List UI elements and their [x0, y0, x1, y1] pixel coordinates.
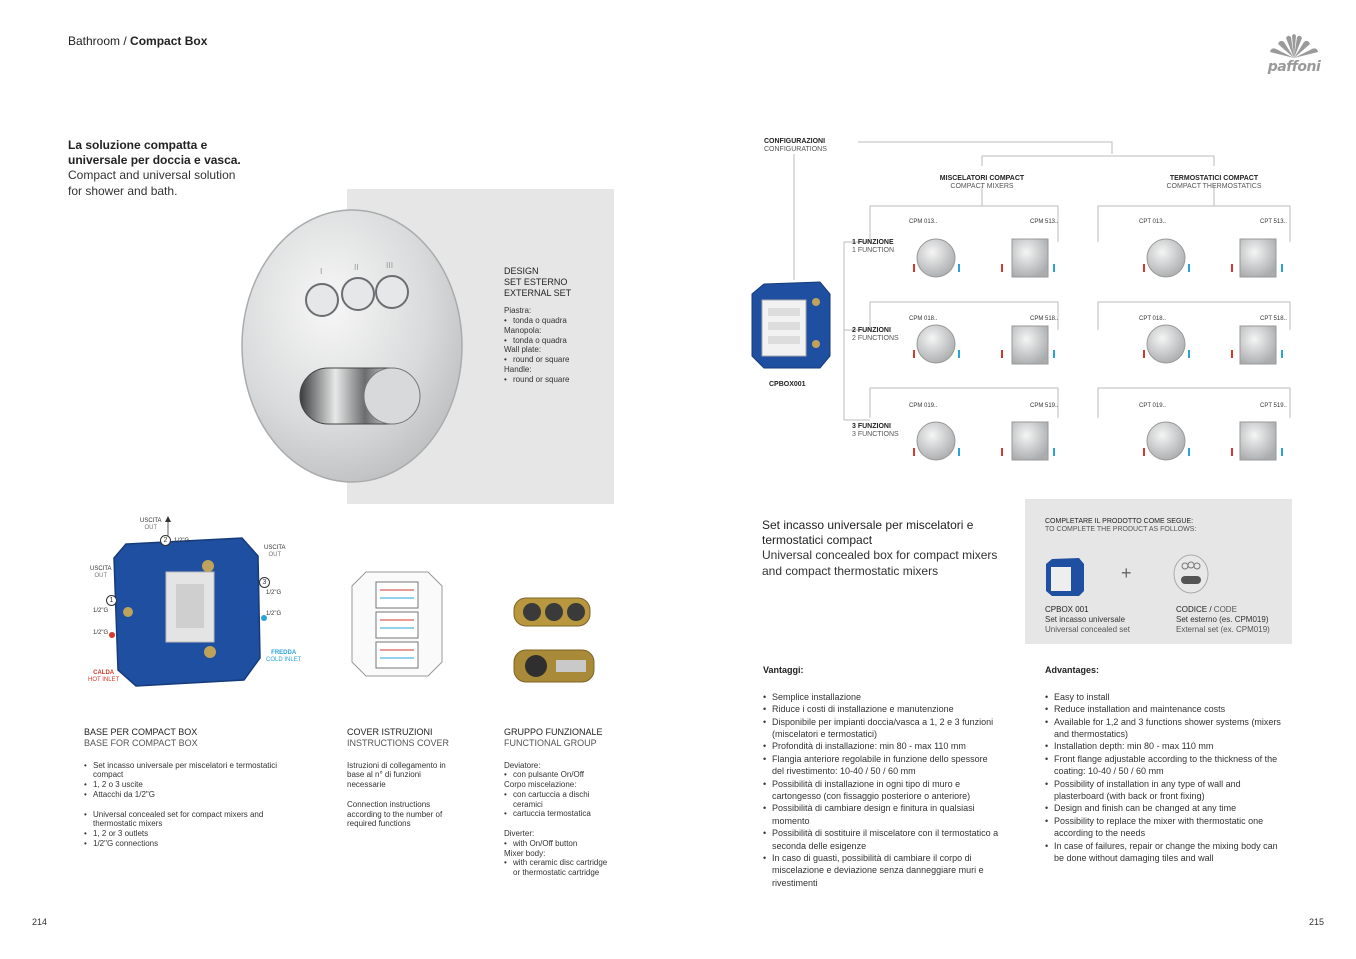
svg-text:III: III: [386, 261, 394, 270]
advantages-en: [1045, 665, 1281, 864]
outlet-1-label: [90, 566, 112, 580]
code-cpt-518: CPT 518..: [1260, 316, 1287, 322]
functional-column: [504, 727, 616, 878]
plate-it-option: • tonda o quadra: [504, 316, 604, 326]
list-item: • Profondità di installazione: min 80 - max 110 mm: [763, 740, 999, 752]
plate-it-label: Piastra:: [504, 306, 532, 316]
outlet-1-en: OUT: [94, 573, 108, 580]
functional-title-it: GRUPPO FUNZIONALE: [504, 727, 603, 737]
list-item: • Front flange adjustable according to the thickness of the coating: 10-40 / 50 / 60 mm: [1045, 753, 1281, 778]
list-item: • Possibility to replace the mixer with thermostatic one according to the needs: [1045, 815, 1281, 840]
cover-title-en: INSTRUCTIONS COVER: [347, 737, 450, 748]
list-item: • with ceramic disc cartridge or thermostatic cartridge: [504, 858, 616, 878]
plus-sign: +: [1121, 563, 1132, 583]
page-number-left: 214: [32, 917, 48, 927]
cold-it: FREDDA: [271, 650, 297, 656]
complete-item-1: [1045, 605, 1130, 634]
cpbox-small-image: [1045, 557, 1085, 597]
list-item: • Riduce i costi di installazione e manutenzione: [763, 703, 999, 715]
code-cpt-519: CPT 519..: [1260, 403, 1287, 409]
list-item: • Possibilità di installazione in ogni tipo di muro e cartongesso (con fissaggio posteriore o anteriore): [763, 778, 999, 803]
list-item: • Flangia anteriore regolabile in funzione dello spessore del rivestimento: 10-40 / 50 / 60 mm: [763, 753, 999, 778]
row-label-3-it: 3 FUNZIONI: [852, 423, 891, 430]
thumb-row-2: [917, 325, 1276, 364]
right-intro-title-it-1: Set incasso universale per miscelatori e: [762, 518, 974, 532]
advantages-it: [763, 665, 999, 889]
list-item: • Available for 1,2 and 3 functions shower systems (mixers and thermostatics): [1045, 716, 1281, 741]
functional-group-image: [508, 586, 598, 696]
body-it: Corpo miscelazione:: [504, 780, 577, 790]
list-item: • 1, 2 o 3 uscite: [84, 780, 284, 790]
outlet-2-en: OUT: [144, 525, 158, 532]
base-title-en: BASE FOR COMPACT BOX: [84, 737, 198, 748]
row-label-1-en: 1 FUNCTION: [852, 247, 894, 255]
row-label-2-it: 2 FUNZIONI: [852, 327, 891, 334]
outlet-number-2: 2: [160, 535, 171, 546]
outlet-3-label: [264, 545, 286, 559]
complete-item-2-it: Set esterno (es. CPM019): [1176, 614, 1269, 624]
advantages-it-title: Vantaggi:: [763, 665, 804, 675]
list-item: • Disponibile per impianti doccia/vasca a 1, 2 e 3 funzioni (miscelatori e termostatici): [763, 716, 999, 741]
complete-item-2: [1176, 605, 1270, 634]
code-cpm-013: CPM 013..: [909, 219, 938, 225]
config-title-en: CONFIGURATIONS: [764, 146, 827, 154]
complete-item-1-en: Universal concealed set: [1045, 624, 1130, 634]
advantages-en-list: [1045, 691, 1281, 865]
outlet-3-it: USCITA: [264, 545, 286, 551]
diverter-it: Deviatore:: [504, 760, 541, 770]
code-cpm-513: CPM 513..: [1030, 219, 1059, 225]
complete-item-2-code-en: CODE: [1213, 605, 1237, 614]
page-number-right: 215: [1309, 917, 1325, 927]
code-cpm-019: CPM 019..: [909, 403, 938, 409]
plate-en-option: • round or square: [504, 355, 604, 365]
list-item: • cartuccia termostatica: [504, 809, 616, 819]
complete-product-panel: [1025, 499, 1292, 644]
complete-item-2-code: CODICE: [1176, 605, 1208, 614]
base-list-en: [84, 810, 284, 849]
diverter-en: Diverter:: [504, 829, 535, 839]
code-cpm-519: CPM 519..: [1030, 403, 1059, 409]
cover-column: [347, 727, 459, 829]
handle-it-option: • tonda o quadra: [504, 336, 604, 346]
left-intro: [68, 138, 278, 199]
outlet-2-it: USCITA: [140, 518, 162, 524]
list-item: • Possibilità di sostituire il miscelatore con il termostatico a seconda delle esigenze: [763, 827, 999, 852]
svg-text:II: II: [354, 263, 359, 272]
list-item: • Design and finish can be changed at any time: [1045, 802, 1281, 814]
outlet-3-en: OUT: [268, 552, 282, 559]
list-item: • Semplice installazione: [763, 691, 999, 703]
base-title-it: BASE PER COMPACT BOX: [84, 727, 198, 737]
paffoni-fan-icon: [1262, 30, 1326, 60]
plate-en-label: Wall plate:: [504, 345, 542, 355]
thumb-row-1: [917, 239, 1276, 277]
external-set-image: [1173, 554, 1209, 594]
complete-item-1-it: Set incasso universale: [1045, 614, 1126, 624]
right-intro-title-en-1: Universal concealed box for compact mixers: [762, 548, 998, 563]
list-item: • Installation depth: min 80 - max 110 mm: [1045, 740, 1281, 752]
group-thermostatics-it: TERMOSTATICI COMPACT: [1169, 175, 1259, 182]
list-item: • Attacchi da 1/2"G: [84, 790, 284, 800]
cpbox-code: CPBOX001: [769, 381, 806, 388]
base-list-it: [84, 761, 284, 800]
outlet-3-thread: 1/2"G: [266, 590, 282, 596]
design-heading-2: SET ESTERNO: [504, 276, 568, 287]
breadcrumb-subsection: Compact Box: [130, 34, 208, 48]
complete-title: [1045, 518, 1196, 535]
base-column: [84, 727, 284, 849]
row-label-2-en: 2 FUNCTIONS: [852, 335, 899, 343]
handle-en-label: Handle:: [504, 364, 532, 374]
list-item: • Universal concealed set for compact mixers and thermostatic mixers: [84, 810, 284, 830]
hot-inlet-label: [88, 670, 119, 684]
code-cpt-019: CPT 019..: [1139, 403, 1166, 409]
outlet-2-thread: 1/2"G: [174, 538, 190, 544]
code-cpm-518: CPM 518..: [1030, 316, 1059, 322]
paffoni-logo: [1262, 30, 1326, 75]
body-en: Mixer body:: [504, 848, 546, 858]
complete-title-en: TO COMPLETE THE PRODUCT AS FOLLOWS:: [1045, 526, 1197, 534]
left-intro-title-en-1: Compact and universal solution: [68, 168, 236, 183]
cover-text-it: Istruzioni di collegamento in base al n° di funzioni necessarie: [347, 760, 446, 790]
hot-en: HOT INLET: [88, 677, 120, 684]
list-item: • 1/2"G connections: [84, 839, 284, 849]
list-item: • con pulsante On/Off: [504, 770, 616, 780]
right-intro-title-it-2: termostatici compact: [762, 533, 873, 548]
handle-it-label: Manopola:: [504, 325, 542, 335]
code-cpt-018: CPT 018..: [1139, 316, 1166, 322]
list-item: • In case of failures, repair or change the mixing body can be done without damaging tiles and wall: [1045, 840, 1281, 865]
box-diagram: [84, 514, 304, 690]
row-label-3-en: 3 FUNCTIONS: [852, 431, 899, 439]
left-intro-title-it-2: universale per doccia e vasca.: [68, 153, 241, 168]
cold-en: COLD INLET: [266, 657, 302, 664]
functional-title-en: FUNCTIONAL GROUP: [504, 737, 597, 748]
outlet-1-it: USCITA: [90, 566, 112, 572]
list-item: • Reduce installation and maintenance costs: [1045, 703, 1281, 715]
outlet-number-1: 1: [106, 595, 117, 606]
svg-text:I: I: [320, 267, 323, 276]
row-label-1-it: 1 FUNZIONE: [852, 239, 894, 246]
complete-item-2-en: External set (ex. CPM019): [1176, 624, 1270, 634]
group-mixers-it: MISCELATORI COMPACT: [939, 175, 1025, 182]
complete-title-it: COMPLETARE IL PRODOTTO COME SEGUE:: [1045, 518, 1194, 525]
thumb-row-3: [917, 422, 1276, 460]
design-text: [504, 266, 604, 384]
advantages-en-title: Advantages:: [1045, 665, 1100, 675]
list-item: • Possibility of installation in any type of wall and plasterboard (with back or front fixing): [1045, 778, 1281, 803]
left-intro-title-it-1: La soluzione compatta e: [68, 138, 208, 152]
cold-inlet-label: [266, 650, 301, 664]
hot-it: CALDA: [93, 670, 115, 676]
breadcrumb: [68, 34, 207, 48]
right-intro-title-en-2: and compact thermostatic mixers: [762, 563, 939, 578]
configuration-tree: [750, 130, 1310, 470]
list-item: • Possibilità di cambiare design e finitura in qualsiasi momento: [763, 802, 999, 827]
list-item: • Set incasso universale per miscelatori e termostatici compact: [84, 761, 284, 781]
advantages-it-list: [763, 691, 999, 890]
complete-item-1-code: CPBOX 001: [1045, 605, 1089, 614]
list-item: • In caso di guasti, possibilità di cambiare il corpo di miscelazione e deviazione senza danneggiare muri e rivestimenti: [763, 852, 999, 889]
left-intro-title-en-2: for shower and bath.: [68, 183, 178, 198]
list-item: • con cartuccia a dischi ceramici: [504, 790, 616, 810]
list-item: • with On/Off button: [504, 839, 616, 849]
code-cpm-018: CPM 018..: [909, 316, 938, 322]
breadcrumb-section: Bathroom /: [68, 34, 131, 48]
right-intro: [762, 518, 1012, 579]
list-item: • 1, 2 or 3 outlets: [84, 829, 284, 839]
group-thermostatics-en: COMPACT THERMOSTATICS: [1166, 183, 1262, 191]
cover-text-en: Connection instructions according to the number of required functions: [347, 799, 443, 829]
design-heading-1: DESIGN: [504, 266, 539, 276]
logo-text: paffoni: [1267, 59, 1321, 75]
outlet-1-thread: 1/2"G: [93, 608, 109, 614]
list-item: • Easy to install: [1045, 691, 1281, 703]
cold-thread: 1/2"G: [266, 611, 282, 617]
product-thumbnails: [750, 130, 1310, 470]
outlet-2-label: [140, 518, 162, 532]
cover-title-it: COVER ISTRUZIONI: [347, 727, 433, 737]
code-cpt-513: CPT 513..: [1260, 219, 1287, 225]
group-mixers-en: COMPACT MIXERS: [950, 183, 1014, 191]
round-mixer-image: [240, 208, 466, 484]
code-cpt-013: CPT 013..: [1139, 219, 1166, 225]
outlet-number-3: 3: [259, 577, 270, 588]
hot-thread: 1/2"G: [93, 630, 109, 636]
complete-item-2-sep: /: [1207, 605, 1214, 614]
handle-en-option: • round or square: [504, 375, 604, 385]
config-title-it: CONFIGURAZIONI: [764, 138, 826, 145]
instructions-cover-image: [350, 568, 444, 680]
design-heading-3: EXTERNAL SET: [504, 287, 572, 298]
